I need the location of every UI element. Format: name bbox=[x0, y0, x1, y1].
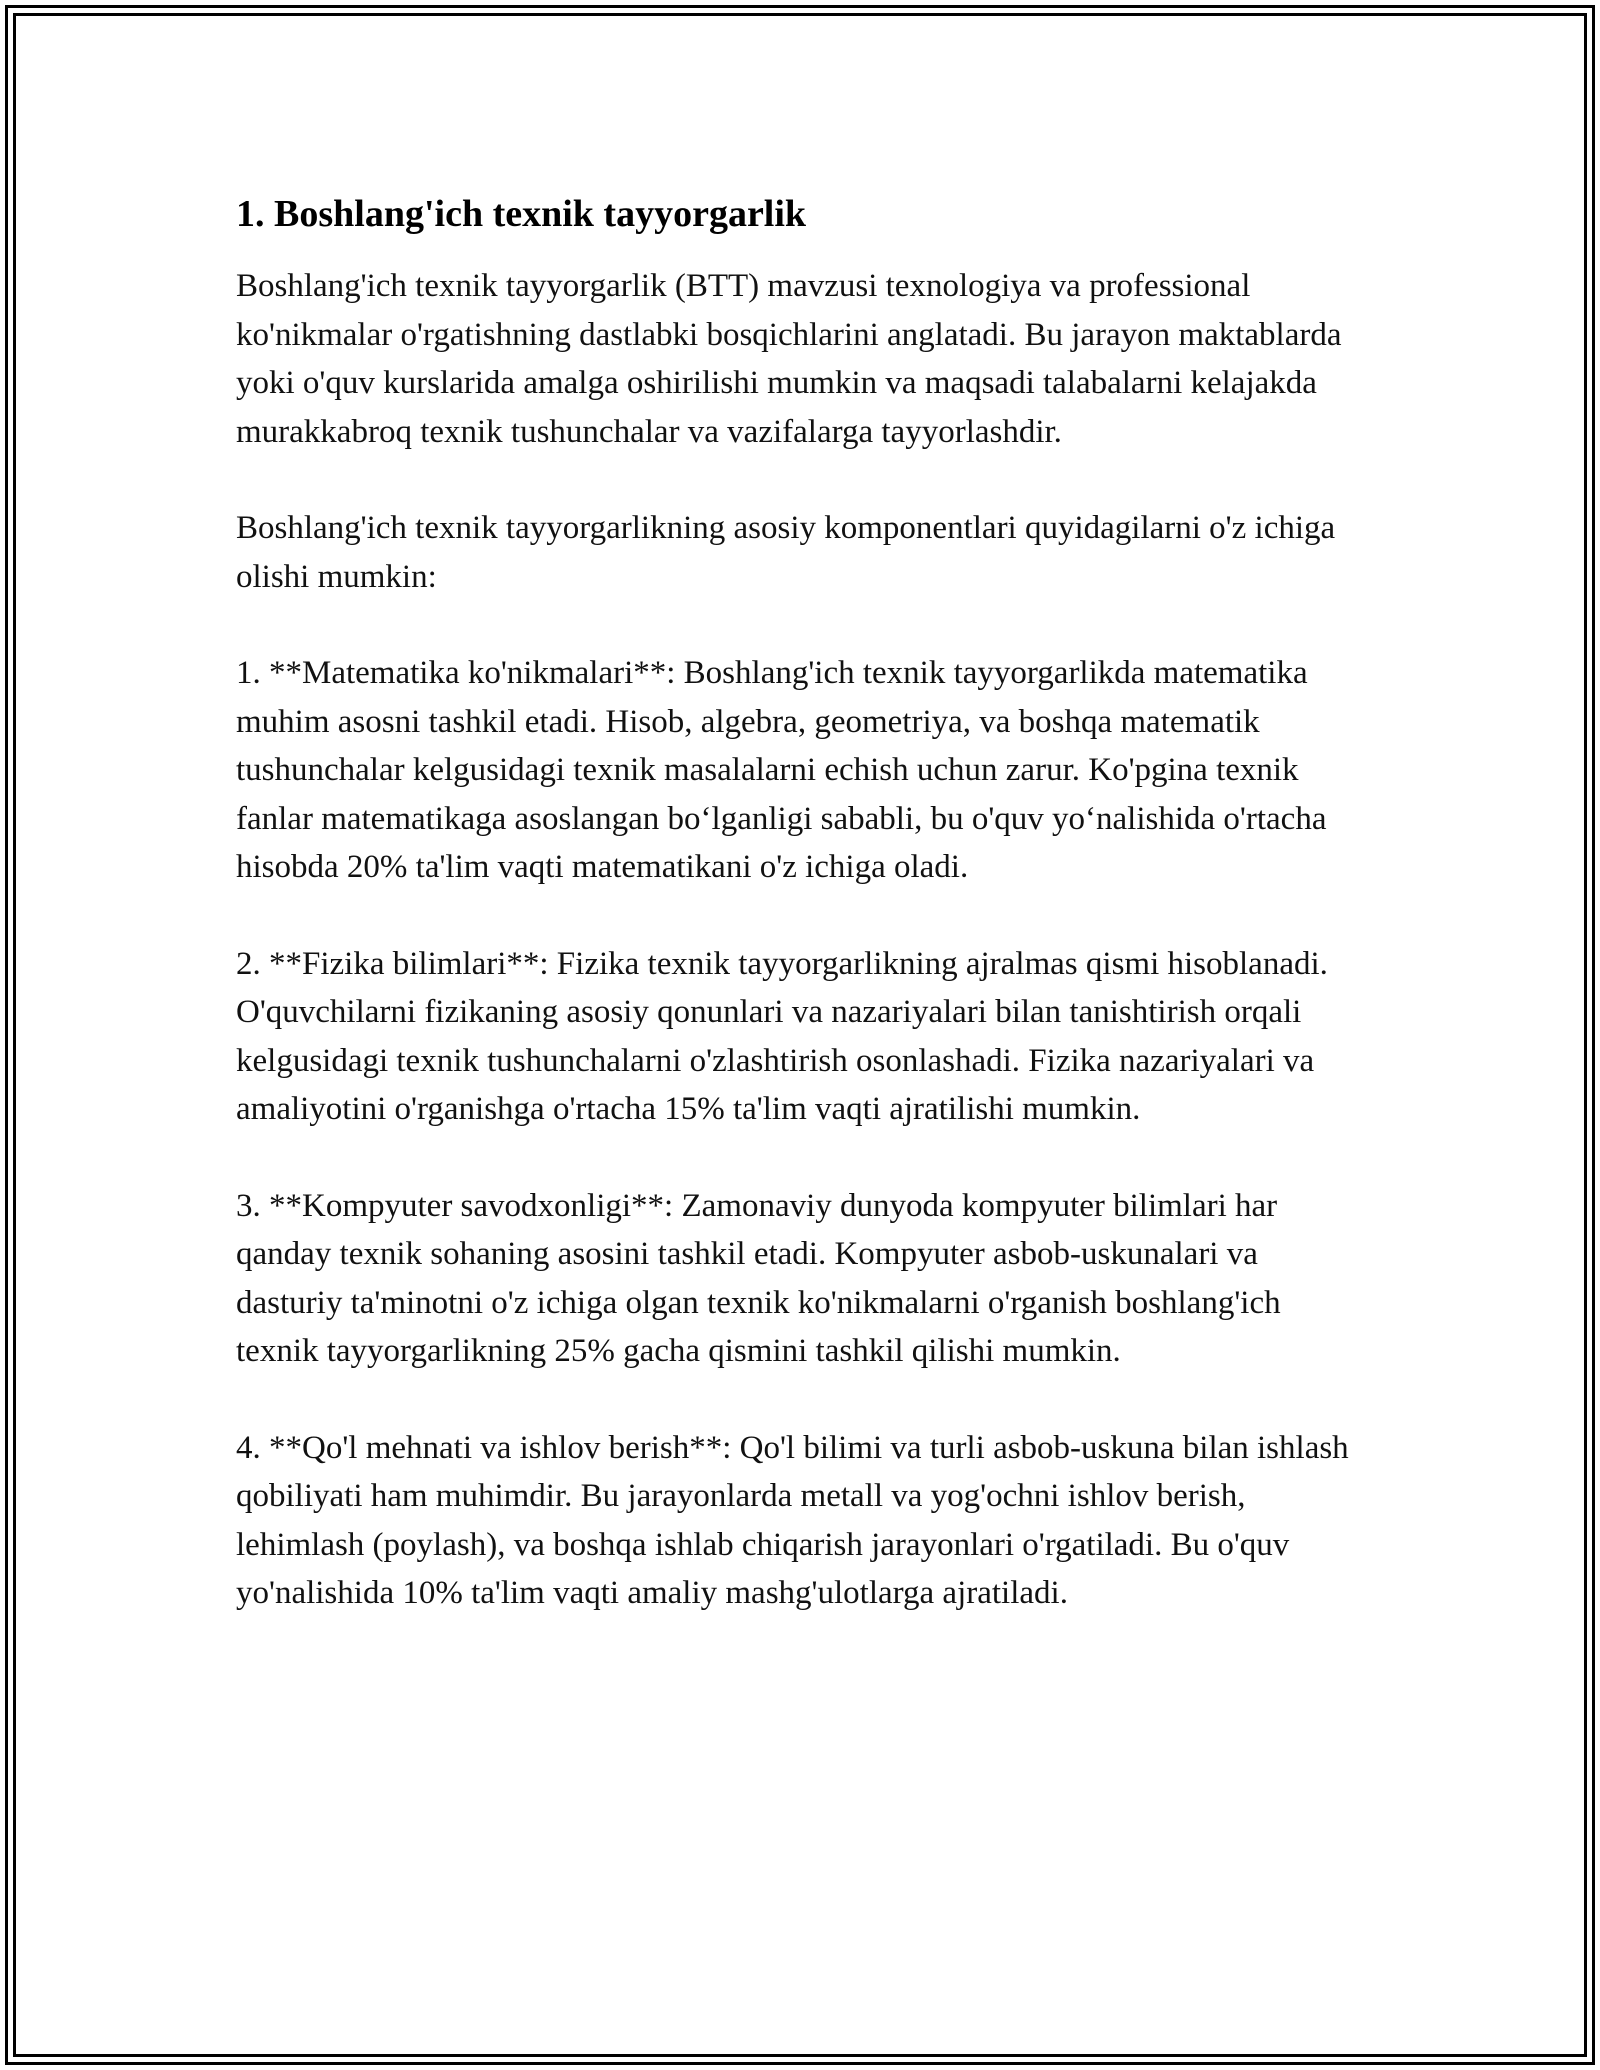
list-item-manual-labor: 4. **Qo'l mehnati va ishlov berish**: Qo'l bilimi va turli asbob-uskuna bilan ishlash qobiliyati ham muhimdir. Bu jarayonlarda metall va yog'ochni ishlov berish, lehimlash (poylash), va boshqa ishlab chiqarish jarayonlari o'rgatiladi. Bu o'quv yo'nalishida 10% ta'lim vaqti amaliy mashg'ulotlarga ajratiladi. bbox=[236, 1429, 1349, 1611]
document-body bbox=[236, 186, 1368, 1666]
list-item-physics: 2. **Fizika bilimlari**: Fizika texnik tayyorgarlikning ajralmas qismi hisoblanadi. O'quvchilarni fizikaning asosiy qonunlari va nazariyalari bilan tanishtirish orqali kelgusidagi texnik tushunchalarni o'zlashtirish osonlashadi. Fizika nazariyalari va amaliyotini o'rganishga o'rtacha 15% ta'lim vaqti ajratilishi mumkin. bbox=[236, 945, 1328, 1127]
list-item-mathematics: 1. **Matematika ko'nikmalari**: Boshlang'ich texnik tayyorgarlikda matematika muhim asosni tashkil etadi. Hisob, algebra, geometriya, va boshqa matematik tushunchalar kelgusidagi texnik masalalarni echish uchun zarur. Ko'pgina texnik fanlar matematikaga asoslangan bo‘lganligi sababli, bu o'quv yo‘nalishida o'rtacha hisobda 20% ta'lim vaqti matematikani o'z ichiga oladi. bbox=[236, 655, 1327, 885]
list-item-computer-literacy: 3. **Kompyuter savodxonligi**: Zamonaviy dunyoda kompyuter bilimlari har qanday texnik sohaning asosini tashkil etadi. Kompyuter asbob-uskunalari va dasturiy ta'minotni o'z ichiga olgan texnik ko'nikmalarni o'rganish boshlang'ich texnik tayyorgarlikning 25% gacha qismini tashkil qilishi mumkin. bbox=[236, 1187, 1281, 1369]
components-lead-paragraph: Boshlang'ich texnik tayyorgarlikning asosiy komponentlari quyidagilarni o'z ichiga olishi mumkin: bbox=[236, 510, 1336, 595]
intro-paragraph: Boshlang'ich texnik tayyorgarlik (BTT) mavzusi texnologiya va professional ko'nikmalar o'rgatishning dastlabki bosqichlarini anglatadi. Bu jarayon maktablarda yoki o'quv kurslarida amalga oshirilishi mumkin va maqsadi talabalarni kelajakda murakkabroq texnik tushunchalar va vazifalarga tayyorlashdir. bbox=[236, 268, 1342, 450]
section-heading: 1. Boshlang'ich texnik tayyorgarlik bbox=[236, 193, 807, 235]
